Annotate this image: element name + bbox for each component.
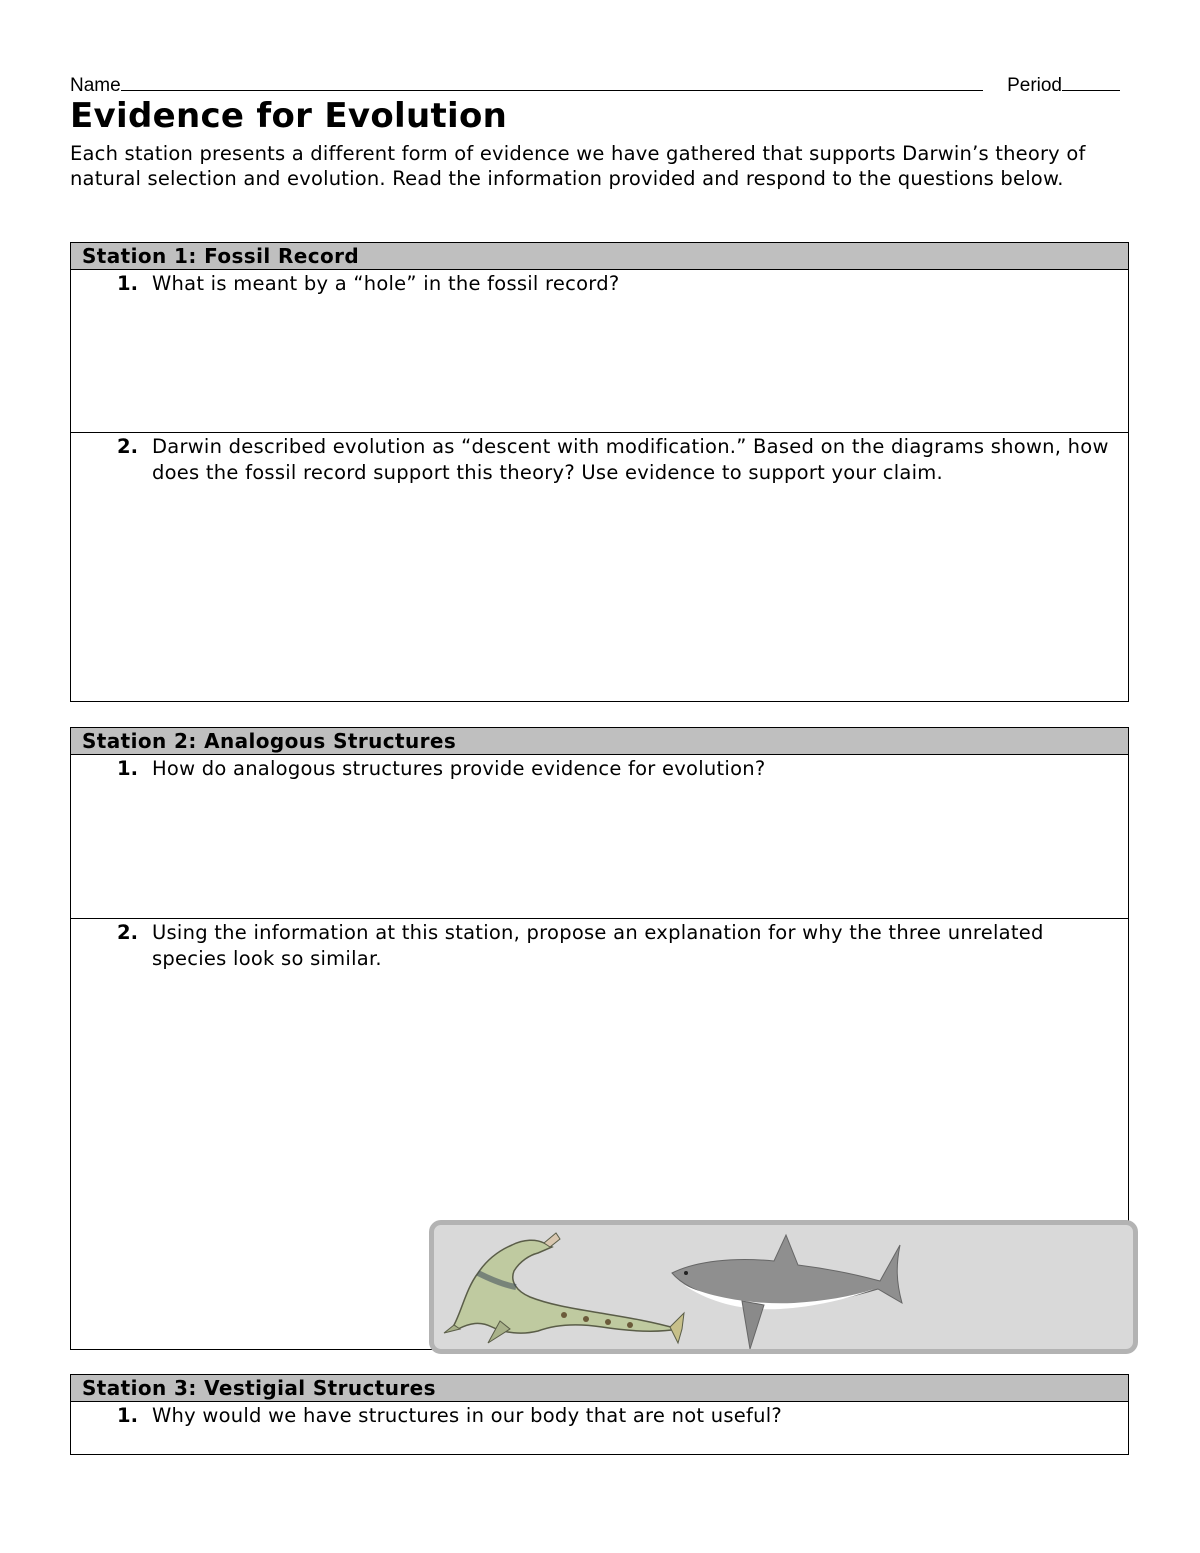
question-text: How do analogous structures provide evidence for evolution?: [152, 757, 766, 780]
question-text: Why would we have structures in our body that are not useful?: [152, 1404, 782, 1427]
analogous-species-image: [429, 1220, 1138, 1354]
name-field[interactable]: [70, 74, 983, 97]
station-3-header: Station 3: Vestigial Structures: [71, 1375, 1128, 1402]
station-1-table: [70, 242, 1129, 702]
station-2-question-1: [71, 755, 1128, 918]
question-number: 1.: [117, 272, 138, 295]
period-field[interactable]: [1007, 74, 1120, 97]
question-text: What is meant by a “hole” in the fossil record?: [152, 272, 620, 295]
station-3-table: [70, 1374, 1129, 1455]
station-3-question-1: [71, 1402, 1128, 1454]
shark-icon: [672, 1235, 902, 1349]
period-label: Period: [1007, 75, 1062, 96]
worksheet-title: Evidence for Evolution: [70, 96, 508, 136]
station-1-question-2: [71, 432, 1128, 700]
question-number: 1.: [117, 757, 138, 780]
name-label: Name: [70, 75, 121, 96]
question-text: Darwin described evolution as “descent with modification.” Based on the diagrams shown, how does the fossil record support this theory? Use evidence to support your claim.: [152, 435, 1109, 484]
question-number: 2.: [117, 435, 138, 458]
question-number: 1.: [117, 1404, 138, 1427]
question-text: Using the information at this station, propose an explanation for why the three unrelated species look so similar.: [152, 921, 1044, 970]
station-1-question-1: [71, 270, 1128, 432]
species-illustration: [434, 1225, 1133, 1349]
station-2-header: Station 2: Analogous Structures: [71, 728, 1128, 755]
station-1-header: Station 1: Fossil Record: [71, 243, 1128, 270]
mosasaur-icon: [444, 1233, 684, 1343]
question-number: 2.: [117, 921, 138, 944]
intro-paragraph: Each station presents a different form of evidence we have gathered that supports Darwin’s theory of natural selection and evolution. Read the information provided and respond to the questions below.: [70, 142, 1086, 190]
